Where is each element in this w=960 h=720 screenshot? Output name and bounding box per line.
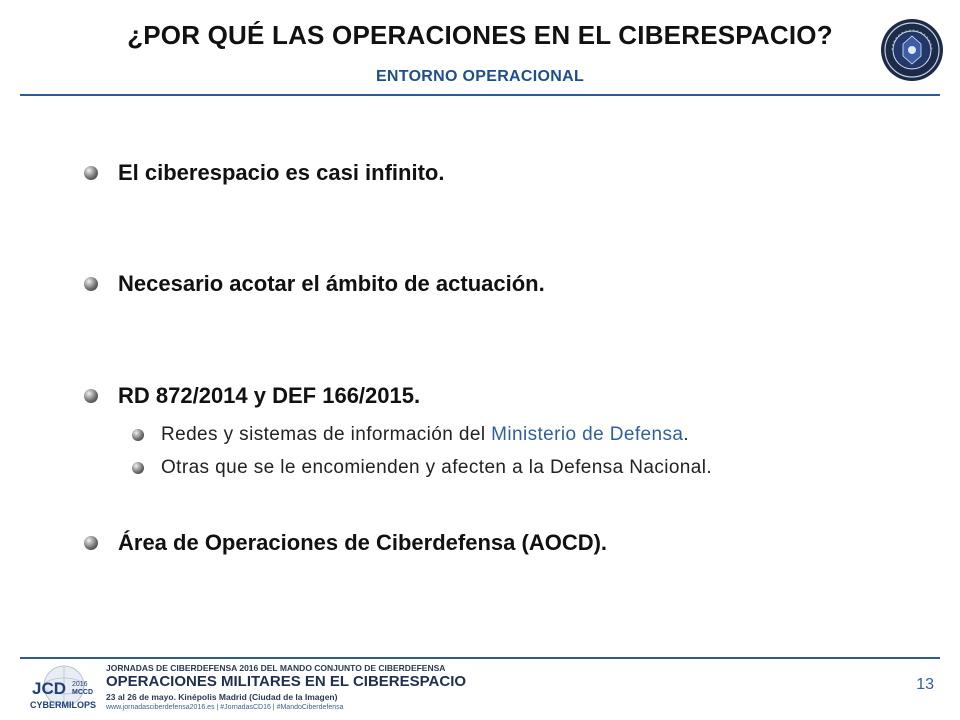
footer-divider [20,657,940,659]
svg-text:2016: 2016 [72,681,88,688]
sub-bullet-sphere-icon [132,462,144,474]
bullet-text: RD 872/2014 y DEF 166/2015. [118,383,421,408]
bullet-text: El ciberespacio es casi infinito. [118,160,445,185]
page-number: 13 [916,676,934,693]
slide-subtitle: ENTORNO OPERACIONAL [375,68,585,85]
bullet-text: Necesario acotar el ámbito de actuación. [118,271,545,296]
sub-bullet-text [161,424,689,446]
bullet-text: Área de Operaciones de Ciberdefensa (AOCD). [118,530,608,555]
header-divider [20,94,940,96]
footer-event-title: OPERACIONES MILITARES EN EL CIBERESPACIO [106,673,467,690]
bullet-sphere-icon [84,536,98,550]
bullet-item [84,271,545,297]
sub-bullet-text-end: . [683,424,689,445]
ministerio-highlight: Ministerio de Defensa [491,424,684,445]
sub-bullet-text: Otras que se le encomienden y afecten a la Defensa Nacional. [161,457,713,478]
sub-bullet-item [132,457,712,479]
sub-bullet-sphere-icon [132,429,144,441]
svg-text:JCD: JCD [32,679,67,698]
footer-links[interactable]: www.jornadasciberdefensa2016.es | #JornadasCD16 | #MandoCiberdefensa [106,704,344,711]
svg-text:MCCD: MCCD [72,689,93,696]
bullet-item [84,530,607,556]
sub-bullet-text-start: Redes y sistemas de información del [161,424,492,445]
seal-icon [880,18,944,82]
bullet-item [84,160,444,186]
bullet-sphere-icon [84,389,98,403]
bullet-sphere-icon [84,277,98,291]
svg-text:CYBERMILOPS: CYBERMILOPS [30,700,97,710]
footer-event-name: JORNADAS DE CIBERDEFENSA 2016 DEL MANDO CONJUNTO DE CIBERDEFENSA [106,663,446,673]
footer-event-date: 23 al 26 de mayo. Kinépolis Madrid (Ciudad de la Imagen) [106,692,338,702]
bullet-item [84,383,420,409]
slide-title: ¿POR QUÉ LAS OPERACIONES EN EL CIBERESPACIO? [127,20,833,50]
sub-bullet-item [132,424,689,446]
jcd-logo-icon [28,664,100,716]
bullet-sphere-icon [84,166,98,180]
